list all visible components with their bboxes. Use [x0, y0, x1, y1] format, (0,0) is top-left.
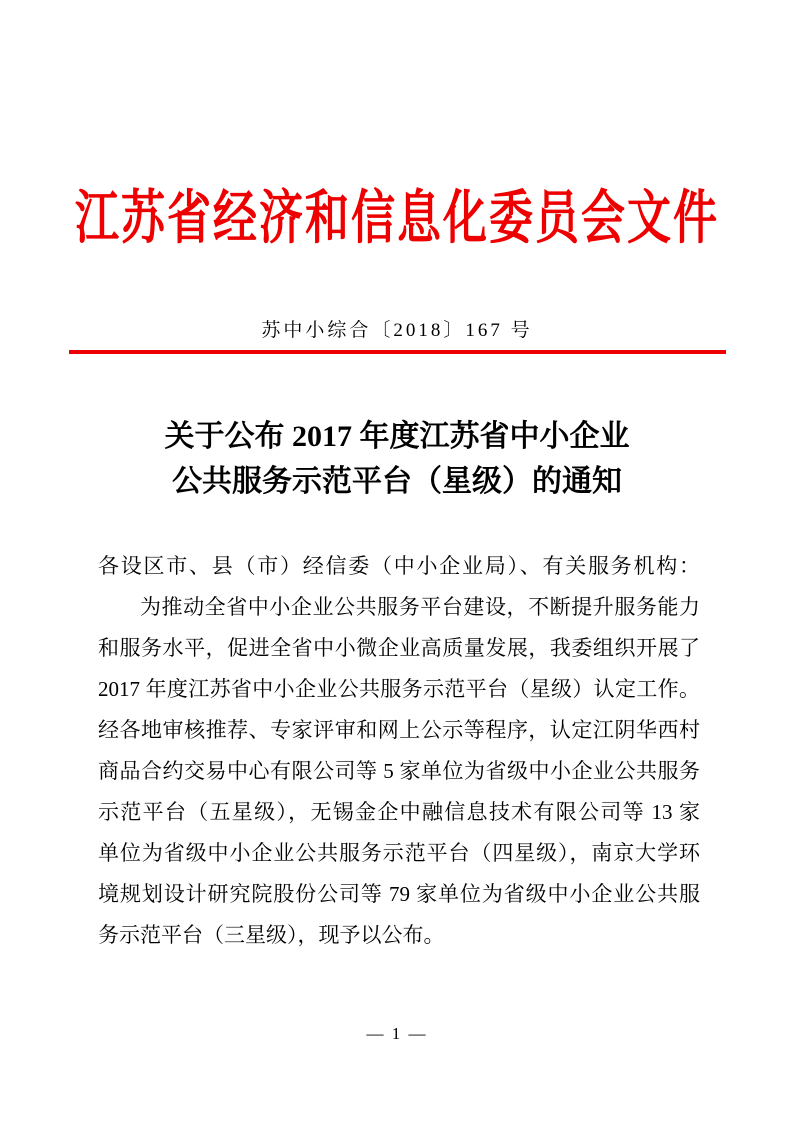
document-title — [0, 414, 794, 504]
body-line: 务示范平台（三星级），现予以公布。 — [98, 923, 445, 947]
body-line: 和服务水平，促进全省中小微企业高质量发展，我委组织开展了 — [98, 636, 700, 660]
body-paragraph — [98, 587, 700, 956]
body-line: 2017 年度江苏省中小企业公共服务示范平台（星级）认定工作。 — [98, 677, 700, 701]
body-line: 境规划设计研究院股份公司等 79 家单位为省级中小企业公共服 — [98, 882, 700, 906]
page-number: — 1 — — [366, 1024, 428, 1043]
document-title-line1: 关于公布 2017 年度江苏省中小企业 — [164, 420, 630, 453]
document-number: 苏中小综合〔2018〕167 号 — [261, 320, 533, 341]
body-line: 商品合约交易中心有限公司等 5 家单位为省级中小企业公共服务 — [98, 759, 700, 783]
body-line: 单位为省级中小企业公共服务示范平台（四星级），南京大学环 — [98, 841, 700, 865]
salutation-line: 各设区市、县（市）经信委（中小企业局）、有关服务机构： — [98, 554, 700, 578]
red-separator-line — [69, 350, 726, 354]
body-line: 经各地审核推荐、专家评审和网上公示等程序，认定江阴华西村 — [98, 718, 700, 742]
document-title-line2: 公共服务示范平台（星级）的通知 — [172, 465, 622, 498]
document-body — [98, 546, 700, 956]
letterhead-title: 江苏省经济和信息化委员会文件 — [75, 185, 719, 251]
body-line: 为推动全省中小企业公共服务平台建设，不断提升服务能力 — [140, 595, 700, 619]
body-line: 示范平台（五星级），无锡金企中融信息技术有限公司等 13 家 — [98, 800, 700, 824]
